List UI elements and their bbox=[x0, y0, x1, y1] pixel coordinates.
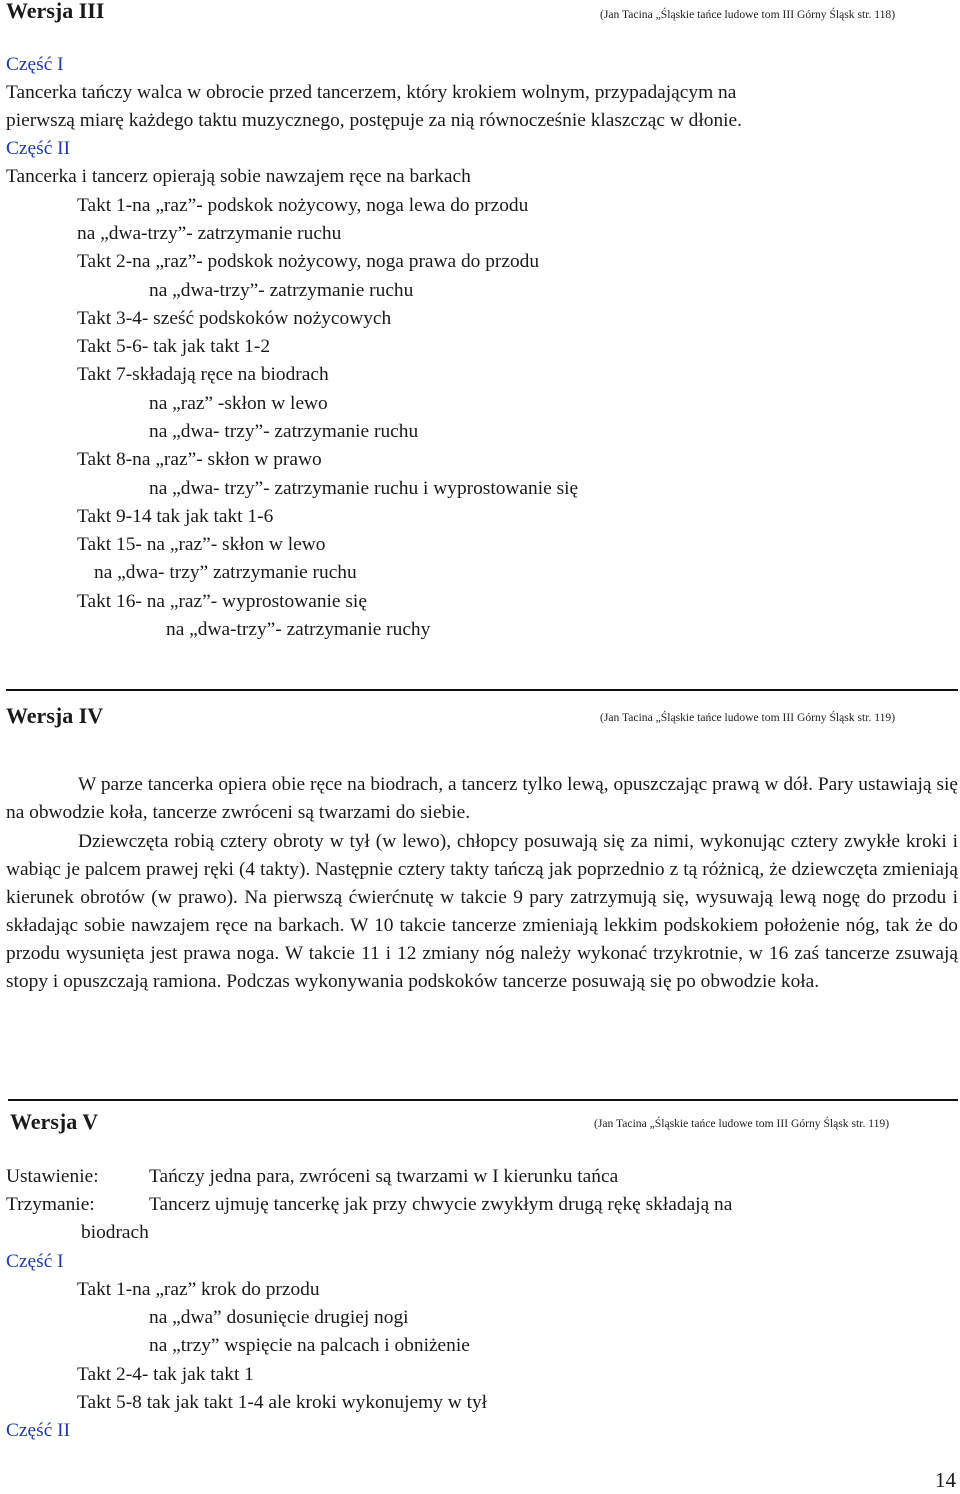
v3-step: Takt 9-14 tak jak takt 1-6 bbox=[77, 506, 274, 527]
v3-step: na „raz” -skłon w lewo bbox=[149, 393, 328, 414]
v5-step: na „trzy” wspięcie na palcach i obniżenie bbox=[149, 1335, 470, 1356]
v3-step: na „dwa- trzy”- zatrzymanie ruchu i wyprostowanie się bbox=[149, 478, 579, 499]
v3-step: Takt 5-6- tak jak takt 1-2 bbox=[77, 336, 271, 357]
v3-step: na „dwa- trzy”- zatrzymanie ruchu bbox=[149, 421, 419, 442]
v3-step: Takt 8-na „raz”- skłon w prawo bbox=[77, 449, 322, 470]
v4-paragraph-2: Dziewczęta robią cztery obroty w tył (w lewo), chłopcy posuwają się za nimi, wykonując cztery zwykłe kroki i wabiąc je palcem prawej ręki (4 takty). Następnie cztery takty tańczą jak poprzednio z tą różnicą, że dziewczęta zmieniają kierunek obrotów (w prawo). Na pierwszą ćwierćnutę w takcie 9 pary zatrzymują się, wysuwają lewą nogę do przodu i składając sobie nawzajem ręce na barkach. W 10 takcie tancerze zmieniają lekkim podskokiem położenie nóg, tak że do przodu wysunięta jest prawa noga. W takcie 11 i 12 zmiany nóg należy wykonać trzykrotnie, w 16 zaś tancerze zsuwają stopy i opuszczają ramiona. Podczas wykonywania podskoków tancerze posuwają się po obwodzie koła. bbox=[6, 831, 958, 992]
v4-title: Wersja IV bbox=[6, 703, 104, 728]
v3-part1-text-line2: pierwszą miarę każdego taktu muzycznego, postępuje za nią równocześnie klaszcząc w dłonie. bbox=[6, 110, 742, 131]
v3-source: (Jan Tacina „Śląskie tańce ludowe tom III Górny Śląsk str. 118) bbox=[600, 8, 896, 21]
v3-part2-intro: Tancerka i tancerz opierają sobie nawzajem ręce na barkach bbox=[6, 166, 471, 187]
v5-ustawienie-text: Tańczy jedna para, zwróceni są twarzami w I kierunku tańca bbox=[149, 1166, 619, 1187]
v3-step: Takt 16- na „raz”- wyprostowanie się bbox=[77, 591, 367, 612]
v5-title: Wersja V bbox=[10, 1109, 99, 1134]
page-number: 14 bbox=[935, 1468, 956, 1492]
v5-trzymanie-text-line2: biodrach bbox=[81, 1222, 149, 1243]
v5-step: na „dwa” dosunięcie drugiej nogi bbox=[149, 1307, 409, 1328]
section-divider bbox=[8, 1099, 958, 1101]
v3-title: Wersja III bbox=[6, 0, 105, 23]
v5-source: (Jan Tacina „Śląskie tańce ludowe tom III Górny Śląsk str. 119) bbox=[594, 1117, 890, 1130]
v5-trzymanie-label: Trzymanie: bbox=[6, 1194, 95, 1215]
v3-step: Takt 7-składają ręce na biodrach bbox=[77, 364, 329, 385]
v4-source: (Jan Tacina „Śląskie tańce ludowe tom III Górny Śląsk str. 119) bbox=[600, 711, 896, 724]
v5-part1-heading: Część I bbox=[6, 1251, 64, 1272]
v3-step: Takt 2-na „raz”- podskok nożycowy, noga prawa do przodu bbox=[77, 251, 540, 272]
section-divider bbox=[6, 689, 958, 691]
v3-step: na „dwa-trzy”- zatrzymanie ruchu bbox=[149, 280, 414, 301]
v5-part2-heading: Część II bbox=[6, 1420, 71, 1441]
v3-step: na „dwa-trzy”- zatrzymanie ruchu bbox=[77, 223, 342, 244]
v5-trzymanie-text-line1: Tancerz ujmuję tancerkę jak przy chwycie zwykłym drugą rękę składają na bbox=[149, 1194, 733, 1215]
v5-step: Takt 2-4- tak jak takt 1 bbox=[77, 1364, 254, 1385]
v3-step: na „dwa-trzy”- zatrzymanie ruchy bbox=[166, 619, 431, 640]
v5-ustawienie-label: Ustawienie: bbox=[6, 1166, 99, 1187]
v3-step: na „dwa- trzy” zatrzymanie ruchu bbox=[94, 562, 357, 583]
v3-part1-heading: Część I bbox=[6, 54, 64, 75]
v3-part1-text-line1: Tancerka tańczy walca w obrocie przed tancerzem, który krokiem wolnym, przypadającym na bbox=[6, 82, 737, 103]
v3-step: Takt 15- na „raz”- skłon w lewo bbox=[77, 534, 326, 555]
v3-part2-heading: Część II bbox=[6, 138, 71, 159]
v4-paragraph-1: W parze tancerka opiera obie ręce na biodrach, a tancerz tylko lewą, opuszczając prawą w dół. Pary ustawiają się na obwodzie koła, tancerze zwróceni są twarzami do siebie. bbox=[6, 774, 958, 823]
v5-step: Takt 1-na „raz” krok do przodu bbox=[77, 1279, 320, 1300]
v3-step: Takt 1-na „raz”- podskok nożycowy, noga lewa do przodu bbox=[77, 195, 529, 216]
v5-step: Takt 5-8 tak jak takt 1-4 ale kroki wykonujemy w tył bbox=[77, 1392, 488, 1413]
v3-step: Takt 3-4- sześć podskoków nożycowych bbox=[77, 308, 392, 329]
